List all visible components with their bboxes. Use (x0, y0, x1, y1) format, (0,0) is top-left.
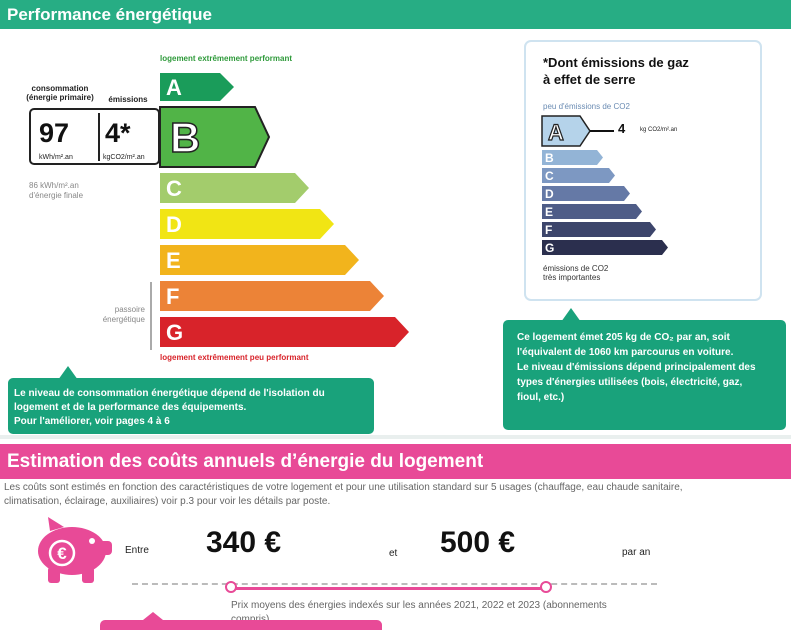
energy-class-letter-g: G (166, 320, 184, 345)
consumption-unit: kWh/m².an (39, 154, 73, 161)
ges-class-bar-g (542, 240, 668, 255)
energy-class-letter-a: A (166, 75, 182, 100)
emissions-header: émissions (108, 95, 148, 104)
price-basis-note: Prix moyens des énergies indexés sur les années 2021, 2022 et 2023 (abonnements (231, 600, 607, 611)
passoire-bracket (150, 282, 152, 350)
emissions-value: 4* (105, 118, 131, 148)
energy-performance-header: Performance énergétique (0, 0, 791, 29)
ges-box (524, 40, 762, 301)
consumption-value: 97 (39, 118, 70, 148)
ges-low-label: peu d'émissions de CO2 (543, 102, 630, 111)
energy-class-letter-c: C (166, 176, 182, 201)
energy-scale (155, 65, 415, 365)
ges-class-bar-d (542, 186, 630, 201)
energy-class-letter-d: D (166, 212, 182, 237)
energy-class-bar-g (160, 317, 409, 347)
ges-class-letter-f: F (545, 223, 553, 237)
emissions-unit: kgCO2/m².an (103, 154, 145, 161)
energy-info-bubble: Le niveau de consommation énergétique dépend de l'isolation du logement et de la performance des équipements. Pour l'améliorer, voir pages 4 à 6 (8, 378, 374, 434)
and-label: et (389, 548, 398, 559)
energy-class-bar-e (160, 245, 359, 275)
ges-value: 4 (618, 121, 626, 136)
bottom-scale-label: logement extrêmement peu performant (160, 353, 309, 362)
ges-scale (538, 114, 758, 264)
min-cost: 340 € (206, 526, 282, 559)
ges-title: *Dont émissions de gaz à effet de serre (543, 55, 689, 87)
final-energy-label: 86 kWh/m².an d'énergie finale (29, 181, 84, 200)
ges-high-label: émissions de CO2 très importantes (543, 264, 609, 282)
section-separator (0, 435, 791, 439)
costs-header: Estimation des coûts annuels d’énergie du logement (0, 444, 791, 479)
costs-info-bubble (100, 620, 382, 630)
ges-class-bar-e (542, 204, 642, 219)
ges-class-letter-e: E (545, 205, 554, 219)
ges-class-letter-d: D (545, 187, 554, 201)
per-year-label: par an (622, 547, 651, 558)
energy-class-bar-f (160, 281, 384, 311)
energy-class-bar-c (160, 173, 309, 203)
passoire-label: passoire énergétique (102, 305, 145, 324)
cost-range-max-handle (540, 581, 552, 593)
energy-class-letter-b: B (170, 114, 201, 161)
consumption-divider (98, 113, 100, 161)
cost-range-track (132, 583, 657, 585)
ges-class-letter-g: G (545, 241, 555, 255)
ges-class-letter-a: A (548, 120, 564, 145)
ges-class-bar-f (542, 222, 656, 237)
ges-unit: kg CO2/m².an (640, 127, 678, 133)
ges-class-letter-b: B (545, 151, 554, 165)
ges-class-letter-c: C (545, 169, 554, 183)
max-cost: 500 € (440, 526, 516, 559)
cost-range-fill (232, 587, 546, 590)
top-scale-label: logement extrêmement performant (160, 54, 293, 63)
consumption-box (29, 108, 160, 165)
between-label: Entre (125, 545, 149, 556)
costs-note: Les coûts sont estimés en fonction des caractéristiques de votre logement et pour une utilisation standard sur 5 usages (chauffage, eau chaude sanitaire, climatisation, éclairage, auxiliaires) voir p.3 pour voir les détails par poste. (4, 482, 683, 507)
energy-class-letter-f: F (166, 284, 180, 309)
energy-class-letter-e: E (166, 248, 181, 273)
piggy-bank-icon (30, 517, 120, 585)
energy-class-bar-d (160, 209, 334, 239)
euro-symbol: € (57, 544, 67, 563)
ges-info-bubble: Ce logement émet 205 kg de CO₂ par an, soit l'équivalent de 1060 km parcourus en voiture. Le niveau d'émissions dépend principalement des types d'énergies utilisées (bois, électricité, gaz, fioul, etc.) (503, 320, 786, 430)
consumption-header: consommation (énergie primaire) (26, 84, 94, 102)
cost-range-min-handle (225, 581, 237, 593)
